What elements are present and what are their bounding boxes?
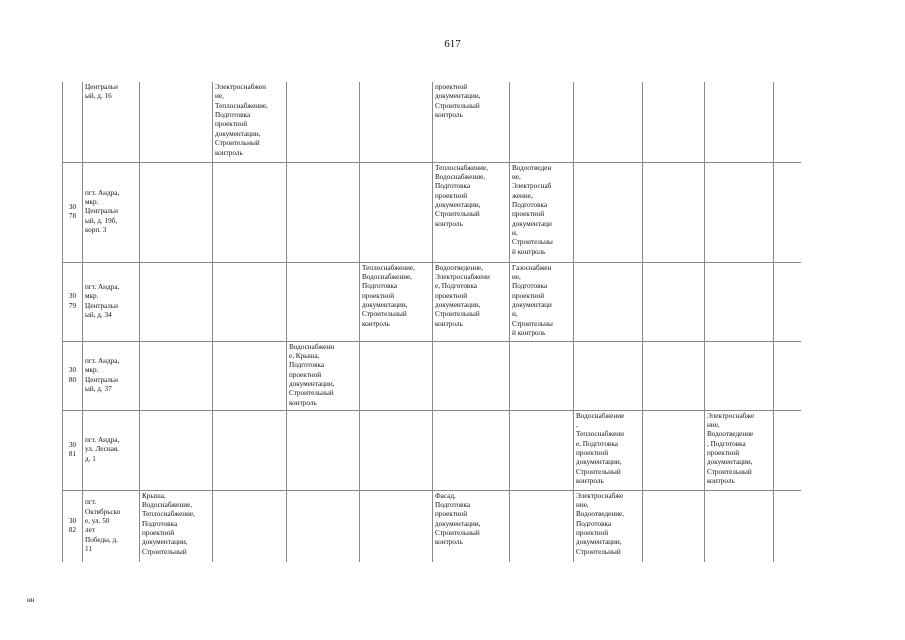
work-cell (287, 82, 360, 162)
work-cell (433, 262, 510, 341)
work-cell (774, 82, 802, 162)
table-row (63, 490, 802, 562)
work-text: Водоотведен ие, Электроснаб жение, Подготовка проектной документаци и, Строительны й контроль (512, 163, 553, 256)
work-cell (287, 341, 360, 410)
work-cell (574, 82, 643, 162)
page-number: 617 (444, 38, 461, 50)
address-cell (83, 490, 140, 562)
work-cell (510, 82, 574, 162)
address-text: пгт. Октябрьско e, ул. 50 лет Победы, д. 11 (85, 498, 121, 553)
address-text: пгт. Андра, мкр. Центральн ый, д. 19б, корп. 3 (85, 188, 120, 235)
work-text: Фасад, Подготовка проектной документации, Строительный контроль (435, 491, 481, 547)
table-row (63, 162, 802, 262)
work-cell (574, 341, 643, 410)
work-cell (360, 162, 433, 262)
table-row (63, 410, 802, 490)
work-cell (705, 490, 774, 562)
work-cell (287, 162, 360, 262)
work-text: Электроснабже ние, Водоотведение , Подготовка проектной документации, Строительный контроль (707, 411, 755, 486)
work-cell (510, 262, 574, 341)
row-number-cell (63, 410, 83, 490)
work-cell (510, 162, 574, 262)
work-text: Водоотведение, Электроснабжени е, Подготовка проектной документации, Строительный контроль (435, 263, 490, 328)
work-cell (643, 341, 705, 410)
work-cell (574, 490, 643, 562)
work-cell (140, 262, 213, 341)
work-cell (510, 410, 574, 490)
work-cell (360, 262, 433, 341)
row-number-cell (63, 341, 83, 410)
work-cell (774, 262, 802, 341)
row-number-cell (63, 82, 83, 162)
work-cell (433, 162, 510, 262)
work-cell (510, 341, 574, 410)
work-cell (705, 262, 774, 341)
row-number-cell (63, 262, 83, 341)
work-cell (287, 490, 360, 562)
work-cell (360, 410, 433, 490)
work-cell (287, 262, 360, 341)
row-number: 30 78 (68, 202, 77, 220)
row-number: 30 79 (68, 292, 77, 310)
works-table (62, 82, 801, 562)
work-cell (643, 410, 705, 490)
row-number-cell (63, 162, 83, 262)
address-cell (83, 82, 140, 162)
work-text: Электроснабже ние, Водоотведение, Подготовка проектной документации, Строительный (576, 491, 625, 556)
work-text: Водоснабжение , Теплоснабжени е, Подготовка проектной документации, Строительный контроль (576, 411, 625, 486)
work-cell (705, 82, 774, 162)
work-cell (140, 341, 213, 410)
table-row (63, 82, 802, 162)
work-cell (643, 262, 705, 341)
row-number: 30 82 (68, 516, 77, 535)
work-cell (774, 341, 802, 410)
work-cell (643, 162, 705, 262)
work-cell (213, 82, 287, 162)
work-text: Теплоснабжение, Водоснабжение, Подготовка проектной документации, Строительный контроль (362, 263, 415, 328)
work-cell (360, 341, 433, 410)
work-cell (140, 82, 213, 162)
work-text: Крыша, Водоснабжение, Теплоснабжение, Подготовка проектной документации, Строительный (142, 491, 195, 556)
work-cell (140, 490, 213, 562)
work-cell (574, 410, 643, 490)
work-cell (574, 262, 643, 341)
work-text: Электроснабжен ие, Теплоснабжение, Подготовка проектной документации, Строительный контроль (215, 83, 268, 157)
work-cell (360, 82, 433, 162)
work-cell (287, 410, 360, 490)
work-cell (705, 162, 774, 262)
work-cell (140, 162, 213, 262)
work-cell (213, 490, 287, 562)
work-cell (705, 410, 774, 490)
work-cell (774, 490, 802, 562)
work-cell (433, 82, 510, 162)
works-table-wrapper (62, 82, 801, 564)
work-cell (774, 162, 802, 262)
table-row (63, 341, 802, 410)
work-cell (574, 162, 643, 262)
address-text: пгт. Андра, мкр. Центральн ый, д. 37 (85, 356, 120, 393)
work-cell (643, 82, 705, 162)
table-row (63, 262, 802, 341)
work-cell (510, 490, 574, 562)
work-cell (774, 410, 802, 490)
work-cell (705, 341, 774, 410)
work-text: Теплоснабжение, Водоснабжение, Подготовка проектной документации, Строительный контроль (435, 163, 488, 228)
address-cell (83, 162, 140, 262)
footer-mark: нн (27, 596, 35, 604)
work-cell (433, 341, 510, 410)
work-cell (433, 490, 510, 562)
work-cell (643, 490, 705, 562)
table-body (63, 82, 802, 562)
work-text: проектной документации, Строительный контроль (435, 83, 481, 120)
work-cell (213, 341, 287, 410)
work-cell (213, 410, 287, 490)
address-text: пгт. Андра, мкр. Центральн ый, д. 34 (85, 282, 120, 319)
work-text: Газоснабжен ие, Подготовка проектной документаци и, Строительны й контроль (512, 263, 553, 338)
work-cell (140, 410, 213, 490)
address-cell (83, 410, 140, 490)
row-number: 30 80 (68, 366, 77, 384)
work-cell (433, 410, 510, 490)
work-cell (213, 262, 287, 341)
row-number-cell (63, 490, 83, 562)
work-text: Водоснабжени е, Крыша, Подготовка проектной документации, Строительный контроль (289, 342, 335, 407)
address-cell (83, 262, 140, 341)
address-text: Центральн ый, д. 16 (85, 83, 119, 101)
work-cell (213, 162, 287, 262)
work-cell (360, 490, 433, 562)
row-number: 30 81 (68, 440, 77, 458)
address-cell (83, 341, 140, 410)
address-text: пгт. Андра, ул. Лесная, д. 1 (85, 435, 120, 463)
